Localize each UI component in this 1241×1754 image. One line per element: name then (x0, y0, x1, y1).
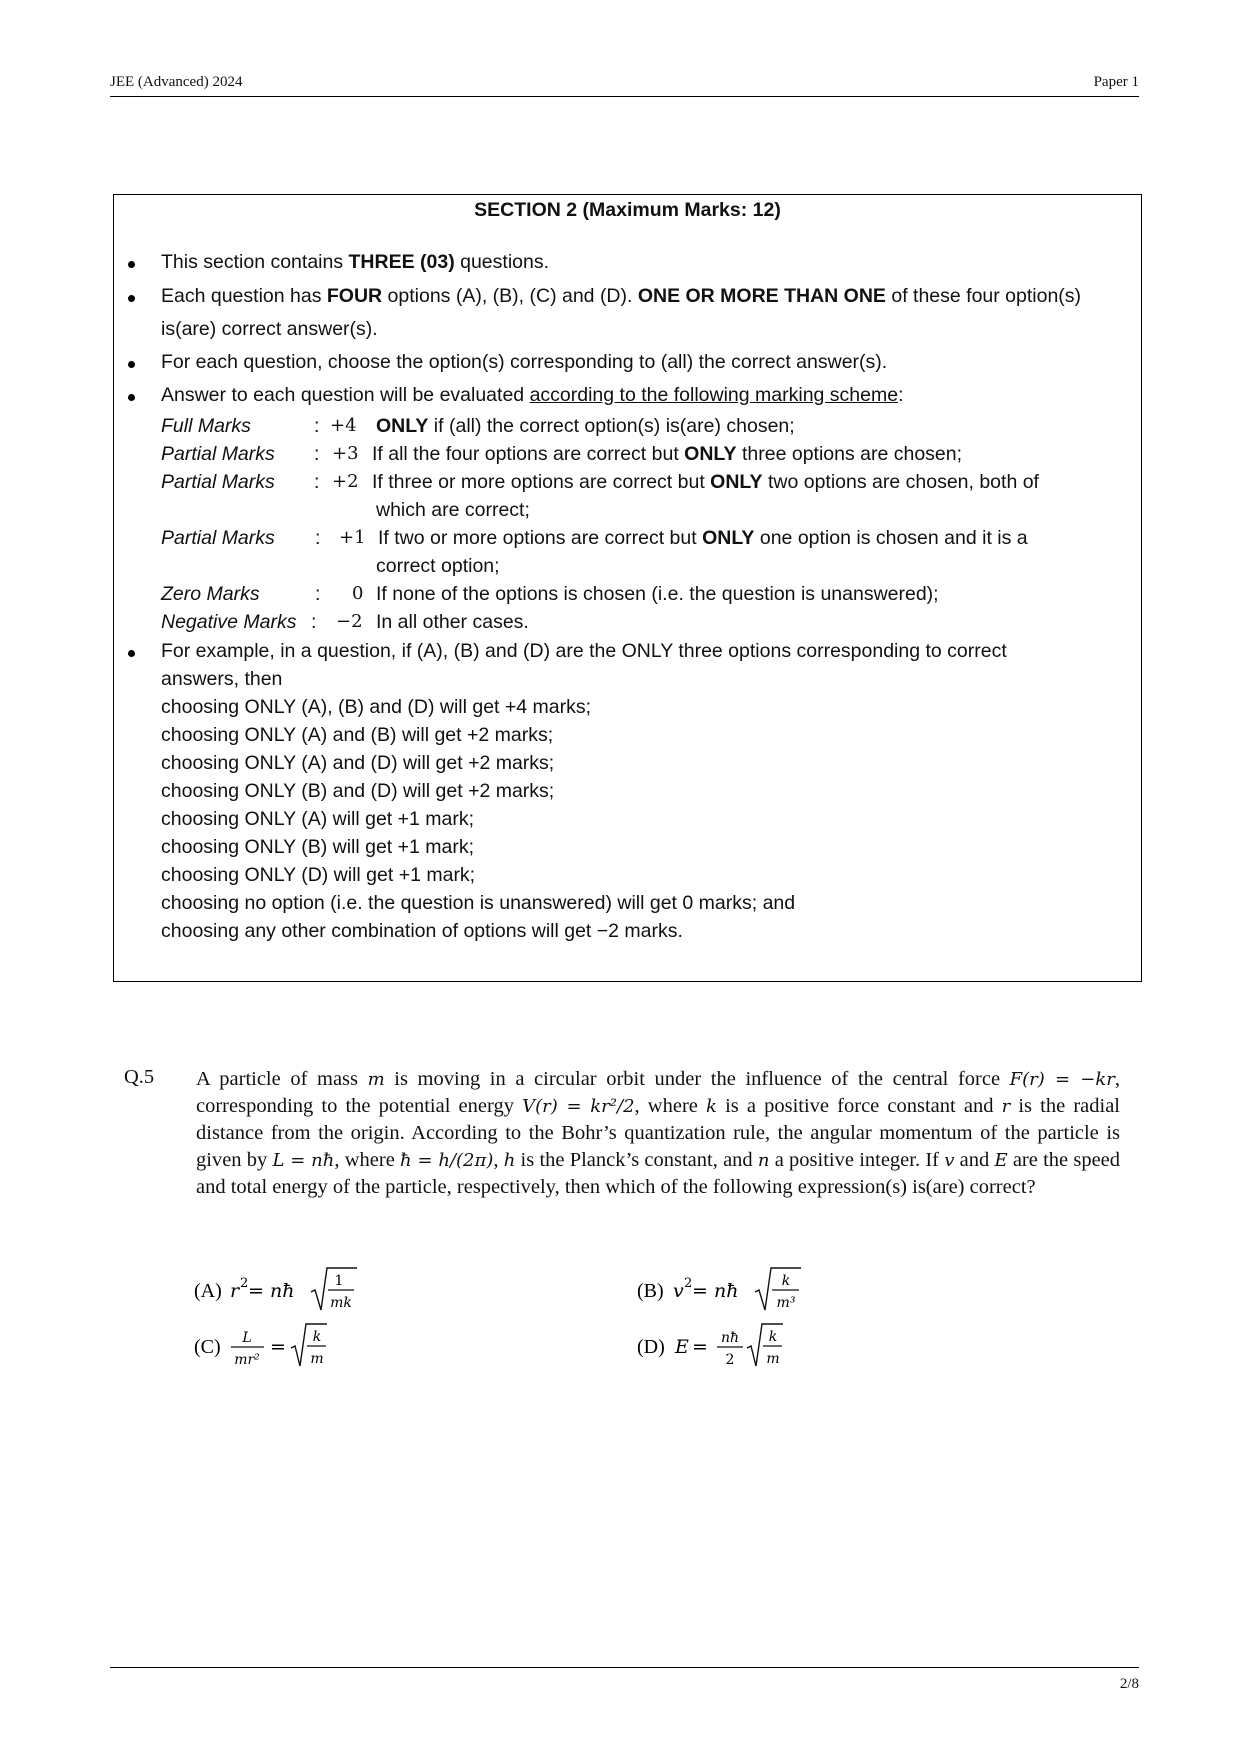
svg-text:=: = (270, 1336, 286, 1358)
section-instructions-box: SECTION 2 (Maximum Marks: 12) This section contains THREE (03) questions. Each question has FOUR options (A), (B), (C) and (D). ONE OR MORE THAN ONE of these four option(s) is(are) correct answer(s). For each question, choose the option(s) corresponding to (all) the correct answer(s). Answer to each question will be evaluated according to the following marking scheme: Full Marks : +4 ONLY if (all) the correct option(s) is(are) chosen; Partial Marks : +3 If all the four options are correct but ONLY three options are chosen; Partial Marks : +2 If three or more options are correct but ONLY two options are chosen, both of which are correct; Partial Marks : +1 If two or more options are correct but ONLY one option is chosen and it is a correct option; Zero Marks : 0 If none of the options is chosen (i.e. the question is unanswered); Negative Marks : −2 In all other cases. For example, in a question, if (A), (B) and (D) are the ONLY three options corresponding to correct answers, then choosing ONLY (A), (B) and (D) will get +4 marks; choosing ONLY (A) and (B) will get +2 marks; choosing ONLY (A) and (D) will get +2 marks; choosing ONLY (B) and (D) will get +2 marks; choosing ONLY (A) will get +1 mark; choosing ONLY (B) will get +1 mark; choosing ONLY (D) will get +1 mark; choosing no option (i.e. the question is unanswered) will get 0 marks; and choosing any other combination of options will get −2 marks. (113, 194, 1142, 982)
example-line: choosing ONLY (A) and (B) will get +2 marks; (161, 724, 554, 746)
option-a-formula (194, 1266, 374, 1316)
mark-label: Full Marks (161, 415, 251, 437)
option-d[interactable] (637, 1322, 817, 1372)
svg-text:m³: m³ (776, 1295, 796, 1311)
instruction-choose: For each question, choose the option(s) corresponding to (all) the correct answer(s). (161, 351, 887, 374)
bullet-icon (128, 261, 135, 268)
example-line: choosing ONLY (A) and (D) will get +2 marks; (161, 752, 555, 774)
footer-divider (110, 1667, 1139, 1668)
svg-text:2: 2 (684, 1276, 693, 1291)
mark-label: Zero Marks (161, 583, 260, 605)
example-line: choosing ONLY (D) will get +1 mark; (161, 864, 476, 886)
mark-description: If none of the options is chosen (i.e. the question is unanswered); (376, 583, 939, 605)
mark-description: If all the four options are correct but ONLY three options are chosen; (372, 443, 963, 465)
svg-text:mr²: mr² (234, 1352, 260, 1368)
instruction-options-continued: is(are) correct answer(s). (161, 318, 378, 340)
option-b[interactable] (637, 1266, 817, 1316)
svg-text:m: m (766, 1351, 780, 1367)
mark-description-continued: correct option; (376, 555, 500, 577)
svg-text:v: v (673, 1280, 684, 1302)
option-b-formula (637, 1266, 817, 1316)
bullet-icon (128, 361, 135, 368)
mark-description: If two or more options are correct but ONLY one option is chosen and it is a (378, 527, 1028, 549)
example-line: choosing no option (i.e. the question is unanswered) will get 0 marks; and (161, 892, 796, 914)
mark-value: +1 (339, 527, 366, 548)
mark-value: +2 (332, 471, 359, 492)
option-a[interactable] (194, 1266, 374, 1316)
svg-text:m: m (310, 1351, 324, 1367)
mark-label: Partial Marks (161, 527, 275, 549)
mark-description: If three or more options are correct but ONLY two options are chosen, both of (372, 471, 1039, 493)
mark-value: 0 (352, 583, 364, 604)
header-divider (110, 96, 1139, 97)
example-line: answers, then (161, 668, 283, 690)
bullet-icon (128, 650, 135, 657)
svg-text:(B): (B) (637, 1280, 664, 1302)
mark-description: In all other cases. (376, 611, 529, 633)
mark-label: Partial Marks (161, 443, 275, 465)
example-line: choosing ONLY (B) and (D) will get +2 marks; (161, 780, 555, 802)
example-line: choosing ONLY (A) will get +1 mark; (161, 808, 475, 830)
svg-text:L: L (242, 1330, 252, 1346)
exam-title: JEE (Advanced) 2024 (110, 74, 243, 90)
mark-label: Negative Marks (161, 611, 297, 633)
bullet-icon (128, 295, 135, 302)
mark-description-continued: which are correct; (376, 499, 530, 521)
svg-text:1: 1 (334, 1273, 344, 1289)
option-c-formula (194, 1322, 374, 1372)
svg-text:2: 2 (240, 1276, 249, 1291)
section-title: SECTION 2 (Maximum Marks: 12) (474, 199, 781, 221)
svg-text:k: k (768, 1329, 778, 1345)
svg-text:r: r (230, 1280, 240, 1302)
svg-text:=: = (692, 1336, 708, 1358)
question-text: A particle of mass m is moving in a circular orbit under the influence of the central force F(r) = −kr, corresponding to the potential energy V(r) = kr²/2, where k is a positive force constant and r is the radial distance from the origin. According to the Bohr’s quantization rule, the angular momentum of the particle is given by L = nħ, where ħ = h/(2π), h is the Planck’s constant, and n a positive integer. If v and E are the speed and total energy of the particle, respectively, then which of the following expression(s) is(are) correct? (196, 1068, 1121, 1198)
svg-text:(A): (A) (194, 1280, 222, 1302)
mark-description: ONLY if (all) the correct option(s) is(are) chosen; (376, 415, 795, 437)
option-d-formula (637, 1322, 817, 1372)
svg-text:E: E (675, 1336, 689, 1358)
example-line: choosing any other combination of options will get −2 marks. (161, 920, 683, 942)
example-line: choosing ONLY (A), (B) and (D) will get +4 marks; (161, 696, 592, 718)
instruction-example: For example, in a question, if (A), (B) and (D) are the ONLY three options corresponding to correct (161, 640, 1007, 663)
mark-label: Partial Marks (161, 471, 275, 493)
svg-text:(D): (D) (637, 1336, 665, 1358)
svg-text:= nħ: = nħ (692, 1280, 739, 1302)
mark-value: +3 (332, 443, 359, 464)
instruction-marking: Answer to each question will be evaluated according to the following marking scheme: (161, 384, 904, 407)
mark-value: −2 (336, 611, 363, 632)
mark-value: +4 (330, 415, 357, 436)
paper-label: Paper 1 (1093, 74, 1139, 90)
svg-text:k: k (781, 1273, 791, 1289)
instruction-question-count: This section contains THREE (03) questions. (161, 251, 549, 274)
question-number: Q.5 (124, 1066, 155, 1088)
svg-text:nħ: nħ (720, 1330, 740, 1346)
svg-text:mk: mk (330, 1295, 352, 1311)
bullet-icon (128, 394, 135, 401)
svg-text:k: k (312, 1329, 322, 1345)
instruction-options: Each question has FOUR options (A), (B), (C) and (D). ONE OR MORE THAN ONE of these four option(s) (161, 285, 1081, 308)
example-line: choosing ONLY (B) will get +1 mark; (161, 836, 475, 858)
svg-text:2: 2 (725, 1352, 735, 1368)
svg-text:(C): (C) (194, 1336, 221, 1358)
page-number: 2/8 (1119, 1676, 1139, 1692)
svg-text:= nħ: = nħ (248, 1280, 295, 1302)
option-c[interactable] (194, 1322, 374, 1372)
